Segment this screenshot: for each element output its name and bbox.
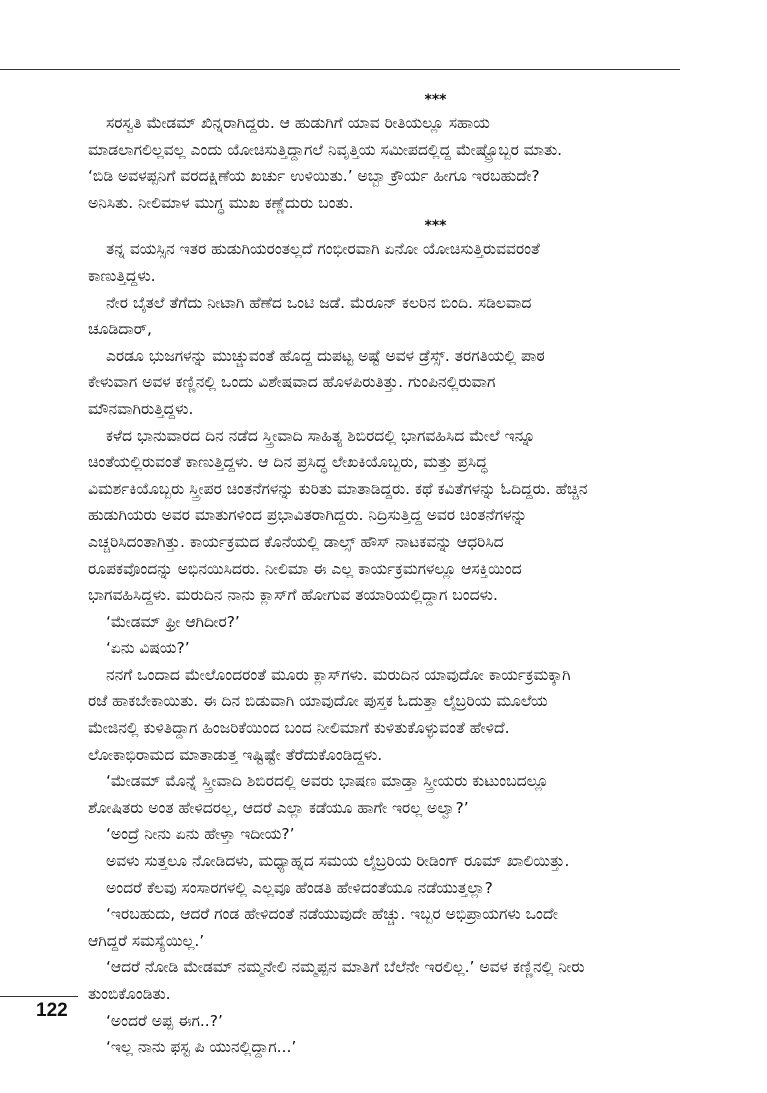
text-line: ಹುಡುಗಿಯರು ಅವರ ಮಾತುಗಳಿಂದ ಪ್ರಭಾವಿತರಾಗಿದ್ದರು. ನಿದ್ರಿಸುತ್ತಿದ್ದ ಅವರ ಚಿಂತನೆಗಳನ್ನು bbox=[88, 506, 528, 525]
text-line: ನೇರ ಬೈತಲೆ ತೆಗೆದು ನೀಟಾಗಿ ಹೆಣೆದ ಒಂಟಿ ಜಡೆ. ಮೆರೂನ್ ಕಲರಿನ ಬಿಂದಿ. ಸಡಿಲವಾದ bbox=[106, 293, 532, 312]
text-line: ಅನಿಸಿತು. ನೀಲಿಮಾಳ ಮುಗ್ಧ ಮುಖ ಕಣ್ಣೆದುರು ಬಂತು. bbox=[88, 193, 354, 212]
section-separator: *** bbox=[424, 92, 447, 108]
paragraph bbox=[88, 110, 693, 216]
paragraph bbox=[88, 875, 693, 902]
text-line: ಸರಸ್ವತಿ ಮೇಡಮ್ ಖಿನ್ನರಾಗಿದ್ದರು. ಆ ಹುಡುಗಿಗೆ ಯಾವ ರೀತಿಯಲ್ಲೂ ಸಹಾಯ bbox=[106, 114, 490, 132]
page-body bbox=[88, 90, 693, 1061]
text-line: ‘ಆದರೆ ನೋಡಿ ಮೇಡಮ್ ನಮ್ಮನೇಲಿ ನಮ್ಮಪ್ಪನ ಮಾತಿಗೆ ಬೆಲೆನೇ ಇರಲಿಲ್ಲ.’ ಅವಳ ಕಣ್ಣಿನಲ್ಲಿ ನೀರು bbox=[106, 958, 585, 977]
paragraph-group-1 bbox=[88, 110, 693, 216]
paragraph bbox=[88, 901, 693, 954]
text-line: ಚೂಡಿದಾರ್, bbox=[88, 320, 152, 339]
page-number: 122 bbox=[36, 1000, 68, 1021]
text-line: ಕಳೆದ ಭಾನುವಾರದ ದಿನ ನಡೆದ ಸ್ತ್ರೀವಾದಿ ಸಾಹಿತ್ಯ ಶಿಬಿರದಲ್ಲಿ ಭಾಗವಹಿಸಿದ ಮೇಲೆ ಇನ್ನೂ bbox=[106, 426, 536, 445]
text-line: ಶೋಷಿತರು ಅಂತ ಹೇಳಿದರಲ್ಲ, ಆದರೆ ಎಲ್ಲಾ ಕಡೆಯೂ ಹಾಗೇ ಇರಲ್ಲ ಅಲ್ವಾ?’ bbox=[88, 798, 469, 817]
paragraph bbox=[88, 1008, 693, 1035]
text-line: ಅಂದರೆ ಕೆಲವು ಸಂಸಾರಗಳಲ್ಲಿ ಎಲ್ಲವೂ ಹೆಂಡತಿ ಹೇಳಿದಂತೆಯೂ ನಡೆಯುತ್ತಲ್ಲಾ? bbox=[106, 878, 493, 897]
text-line: ಮೇಜಿನಲ್ಲಿ ಕುಳಿತಿದ್ದಾಗ ಹಿಂಜರಿಕೆಯಿಂದ ಬಂದ ನೀಲಿಮಾಗೆ ಕುಳಿತುಕೊಳ್ಳುವಂತೆ ಹೇಳಿದೆ. bbox=[88, 719, 510, 738]
text-line: ರಜೆ ಹಾಕಬೇಕಾಯಿತು. ಈ ದಿನ ಬಿಡುವಾಗಿ ಯಾವುದೋ ಪುಸ್ತಕ ಓದುತ್ತಾ ಲೈಬ್ರರಿಯ ಮೂಲೆಯ bbox=[88, 692, 548, 711]
section-separator: *** bbox=[424, 218, 447, 235]
paragraph bbox=[88, 290, 693, 343]
text-line: ‘ಮೇಡಮ್ ಫ್ರೀ ಆಗಿದೀರ?’ bbox=[106, 612, 240, 631]
text-line: ಕೇಳುವಾಗ ಅವಳ ಕಣ್ಣಿನಲ್ಲಿ ಒಂದು ವಿಶೇಷವಾದ ಹೊಳಪಿರುತಿತ್ತು. ಗುಂಪಿನಲ್ಲಿರುವಾಗ bbox=[88, 373, 496, 392]
text-line: ನನಗೆ ಒಂದಾದ ಮೇಲೊಂದರಂತೆ ಮೂರು ಕ್ಲಾಸ್‌ಗಳು. ಮರುದಿನ ಯಾವುದೋ ಕಾರ್ಯಕ್ರಮಕ್ಕಾಗಿ bbox=[106, 665, 571, 684]
text-line: ‘ಇಲ್ಲ ನಾನು ಫಸ್ಟ ಪಿ ಯುನಲ್ಲಿದ್ದಾಗ...’ bbox=[106, 1038, 297, 1057]
paragraph bbox=[88, 768, 693, 821]
paragraph bbox=[88, 609, 693, 636]
text-line: ಕಾಣುತ್ತಿದ್ದಳು. bbox=[88, 266, 156, 285]
text-line: ಲೋಕಾಭಿರಾಮದ ಮಾತಾಡುತ್ತ ಇಷ್ಟಿಷ್ಟೇ ತೆರೆದುಕೊಂಡಿದ್ದಳು. bbox=[88, 745, 383, 764]
text-line: ‘ಮೇಡಮ್ ಮೊನ್ನೆ ಸ್ತ್ರೀವಾದಿ ಶಿಬಿರದಲ್ಲಿ ಅವರು ಭಾಷಣ ಮಾಡ್ತಾ ಸ್ತ್ರೀಯರು ಕುಟುಂಬದಲ್ಲೂ bbox=[106, 772, 549, 791]
text-line: ‘ಏನು ವಿಷಯ?’ bbox=[106, 639, 190, 658]
text-line: ಮಾಡಲಾಗಲಿಲ್ಲವಲ್ಲ ಎಂದು ಯೋಚಿಸುತ್ತಿದ್ದಾಗಲೆ ನಿವೃತ್ತಿಯ ಸಮೀಪದಲ್ಲಿದ್ದ ಮೇಷ್ಟ್ರೊಬ್ಬರ ಮಾತು. bbox=[88, 140, 563, 159]
text-line: ‘ಅಂದ್ರೆ ನೀನು ಏನು ಹೇಳ್ತಾ ಇದೀಯ?’ bbox=[106, 825, 295, 844]
paragraph bbox=[88, 236, 693, 289]
top-rule bbox=[0, 69, 680, 70]
text-line: ತುಂಬಿಕೊಂಡಿತು. bbox=[88, 985, 171, 1003]
text-line: ತನ್ನ ವಯಸ್ಸಿನ ಇತರ ಹುಡುಗಿಯರಂತಲ್ಲದೆ ಗಂಭೀರವಾಗಿ ಏನೋ ಯೋಚಿಸುತ್ತಿರುವವರಂತೆ bbox=[106, 240, 540, 259]
paragraph bbox=[88, 635, 693, 662]
text-line: ಮೌನವಾಗಿರುತ್ತಿದ್ದಳು. bbox=[88, 399, 194, 418]
text-line: ವಿಮರ್ಶಕಿಯೊಬ್ಬರು ಸ್ತ್ರೀಪರ ಚಿಂತನೆಗಳನ್ನು ಕುರಿತು ಮಾತಾಡಿದ್ದರು. ಕಥೆ ಕವಿತೆಗಳನ್ನು ಓದಿದ್ದರು. ಹೆಚ್ಚಿನ bbox=[88, 479, 588, 498]
text-line: ಅವಳು ಸುತ್ತಲೂ ನೋಡಿದಳು, ಮಧ್ಯಾಹ್ನದ ಸಮಯ ಲೈಬ್ರರಿಯ ರೀಡಿಂಗ್ ರೂಮ್ ಖಾಲಿಯಿತ್ತು. bbox=[106, 852, 570, 871]
text-line: ಚಿಂತೆಯಲ್ಲಿರುವಂತೆ ಕಾಣುತ್ತಿದ್ದಳು. ಆ ದಿನ ಪ್ರಸಿದ್ಧ ಲೇಖಕಿಯೊಬ್ಬರು, ಮತ್ತು ಪ್ರಸಿದ್ಧ bbox=[88, 453, 488, 472]
paragraph bbox=[88, 848, 693, 875]
text-line: ಭಾಗವಹಿಸಿದ್ದಳು. ಮರುದಿನ ನಾನು ಕ್ಲಾಸ್‌ಗೆ ಹೋಗುವ ತಯಾರಿಯಲ್ಲಿದ್ದಾಗ ಬಂದಳು. bbox=[88, 586, 498, 605]
text-line: ‘ಇರಬಹುದು, ಆದರೆ ಗಂಡ ಹೇಳಿದಂತೆ ನಡೆಯುವುದೇ ಹೆಚ್ಚು. ಇಬ್ಬರ ಅಭಿಪ್ರಾಯಗಳು ಒಂದೇ bbox=[106, 905, 559, 924]
text-line: ‘ಅಂದರೆ ಅಪ್ಪ ಈಗ..?’ bbox=[106, 1011, 223, 1030]
text-line: ‘ಬಿಡಿ ಅವಳಪ್ಪನಿಗೆ ವರದಕ್ಷಿಣೆಯ ಖರ್ಚು ಉಳಿಯಿತು.’ ಅಬ್ಬಾ ಕ್ರೌರ್ಯ ಹೀಗೂ ಇರಬಹುದೇ? bbox=[88, 167, 540, 186]
paragraph bbox=[88, 423, 693, 609]
paragraph bbox=[88, 821, 693, 848]
paragraph bbox=[88, 1034, 693, 1061]
paragraph bbox=[88, 662, 693, 768]
text-line: ಆಗಿದ್ದರೆ ಸಮಸ್ಯೆಯಿಲ್ಲ.’ bbox=[88, 931, 205, 950]
text-line: ಎರಡೂ ಭುಜಗಳನ್ನು ಮುಚ್ಚುವಂತೆ ಹೊದ್ದ ದುಪಟ್ಟ ಅಷ್ಟೆ ಅವಳ ಡ್ರೆಸ್ಸ್. ತರಗತಿಯಲ್ಲಿ ಪಾಠ bbox=[106, 346, 545, 365]
paragraph bbox=[88, 954, 693, 1007]
footer-rule bbox=[0, 996, 78, 997]
text-line: ರೂಪಕವೊಂದನ್ನು ಅಭಿನಯಿಸಿದರು. ನೀಲಿಮಾ ಈ ಎಲ್ಲ ಕಾರ್ಯಕ್ರಮಗಳಲ್ಲೂ ಆಸಕ್ತಿಯಿಂದ bbox=[88, 559, 522, 578]
paragraph-group-2 bbox=[88, 236, 693, 1060]
text-line: ಎಚ್ಚರಿಸಿದಂತಾಗಿತ್ತು. ಕಾರ್ಯಕ್ರಮದ ಕೊನೆಯಲ್ಲಿ ಡಾಲ್ಸ್ ಹೌಸ್ ನಾಟಕವನ್ನು ಆಧರಿಸಿದ bbox=[88, 532, 504, 551]
paragraph bbox=[88, 343, 693, 423]
